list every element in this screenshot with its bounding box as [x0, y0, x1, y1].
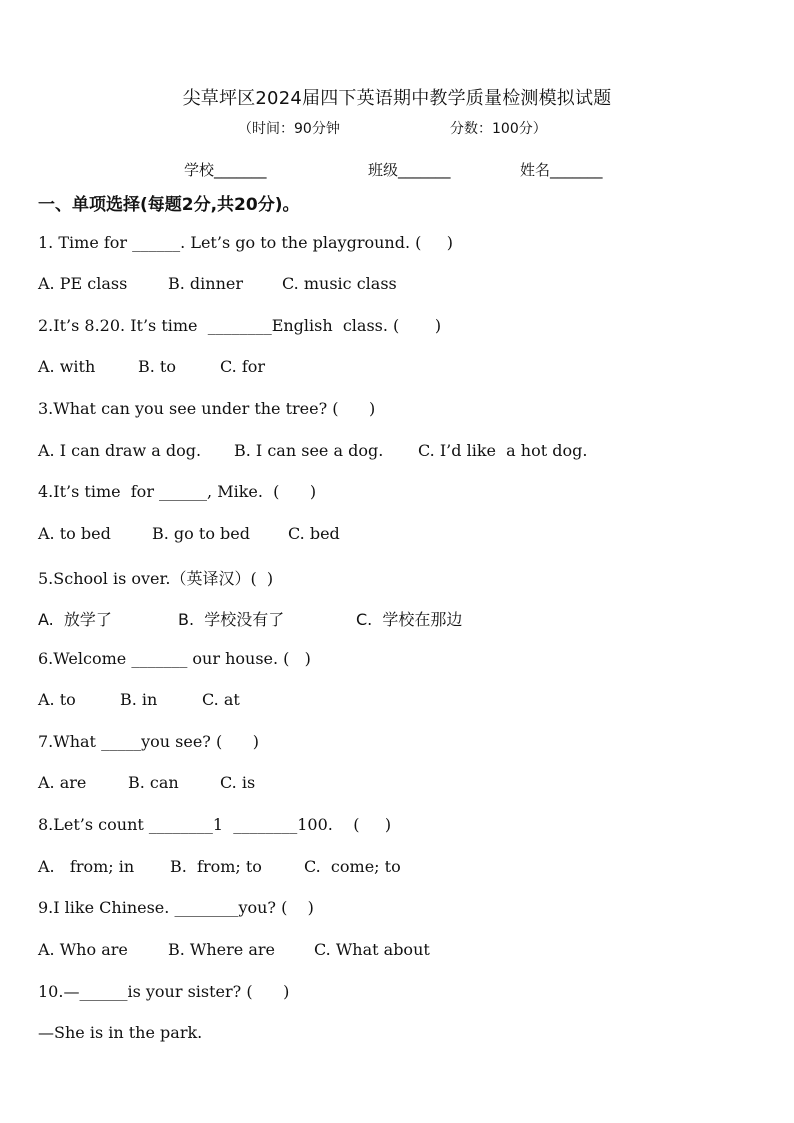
option-c: C. bed [288, 524, 340, 543]
option-c: C. I’d like a hot dog. [418, 441, 588, 460]
section-title: 一、单项选择(每题2分,共20分)。 [38, 195, 300, 215]
class-field: 班级_______ [368, 161, 451, 179]
option-a: A. 放学了 [38, 610, 112, 629]
option-a: A. Who are [38, 940, 128, 959]
exam-score: 分数：100分） [450, 121, 547, 137]
question-stem: 9.I like Chinese. ________you? ( ) [38, 898, 314, 917]
option-b: B. I can see a dog. [234, 441, 384, 460]
option-c: C. for [220, 357, 266, 376]
option-a: A. from; in [38, 857, 135, 876]
question-stem: 8.Let’s count ________1 ________100. ( ) [38, 815, 392, 834]
exam-title: 尖草坪区2024届四下英语期中教学质量检测模拟试题 [182, 88, 612, 109]
option-b: B. from; to [170, 857, 262, 876]
option-a: A. to bed [38, 524, 111, 543]
option-b: B. Where are [168, 940, 276, 959]
question-stem: 4.It’s time for ______, Mike. ( ) [38, 482, 317, 501]
option-a: A. PE class [38, 274, 128, 293]
option-c: C. come; to [304, 857, 401, 876]
question-stem: 6.Welcome _______ our house. ( ) [38, 649, 311, 668]
option-b: B. in [120, 690, 158, 709]
exam-time: （时间：90分钟 [238, 121, 340, 137]
option-b: B. go to bed [152, 524, 250, 543]
option-b: B. 学校没有了 [178, 610, 285, 629]
question-stem: 5.School is over.（英译汉）( ) [38, 569, 274, 588]
option-a: A. to [38, 690, 76, 709]
option-c: C. 学校在那边 [356, 610, 463, 629]
option-b: B. dinner [168, 274, 244, 293]
option-a: A. are [38, 773, 87, 792]
name-field: 姓名_______ [520, 161, 603, 179]
option-a: A. with [38, 357, 96, 376]
option-b: B. can [128, 773, 179, 792]
question-answer-line: —She is in the park. [38, 1023, 203, 1042]
school-field: 学校_______ [184, 161, 267, 179]
option-c: C. What about [314, 940, 430, 959]
question-stem: 10.—______is your sister? ( ) [38, 982, 290, 1001]
question-stem: 7.What _____you see? ( ) [38, 732, 259, 751]
option-b: B. to [138, 357, 176, 376]
question-stem: 3.What can you see under the tree? ( ) [38, 399, 376, 418]
option-c: C. is [220, 773, 256, 792]
option-a: A. I can draw a dog. [38, 441, 202, 460]
option-c: C. music class [282, 274, 397, 293]
question-stem: 1. Time for ______. Let’s go to the playground. ( ) [38, 233, 454, 252]
question-stem: 2.It’s 8.20. It’s time ________English class. ( ) [38, 316, 442, 335]
option-c: C. at [202, 690, 240, 709]
